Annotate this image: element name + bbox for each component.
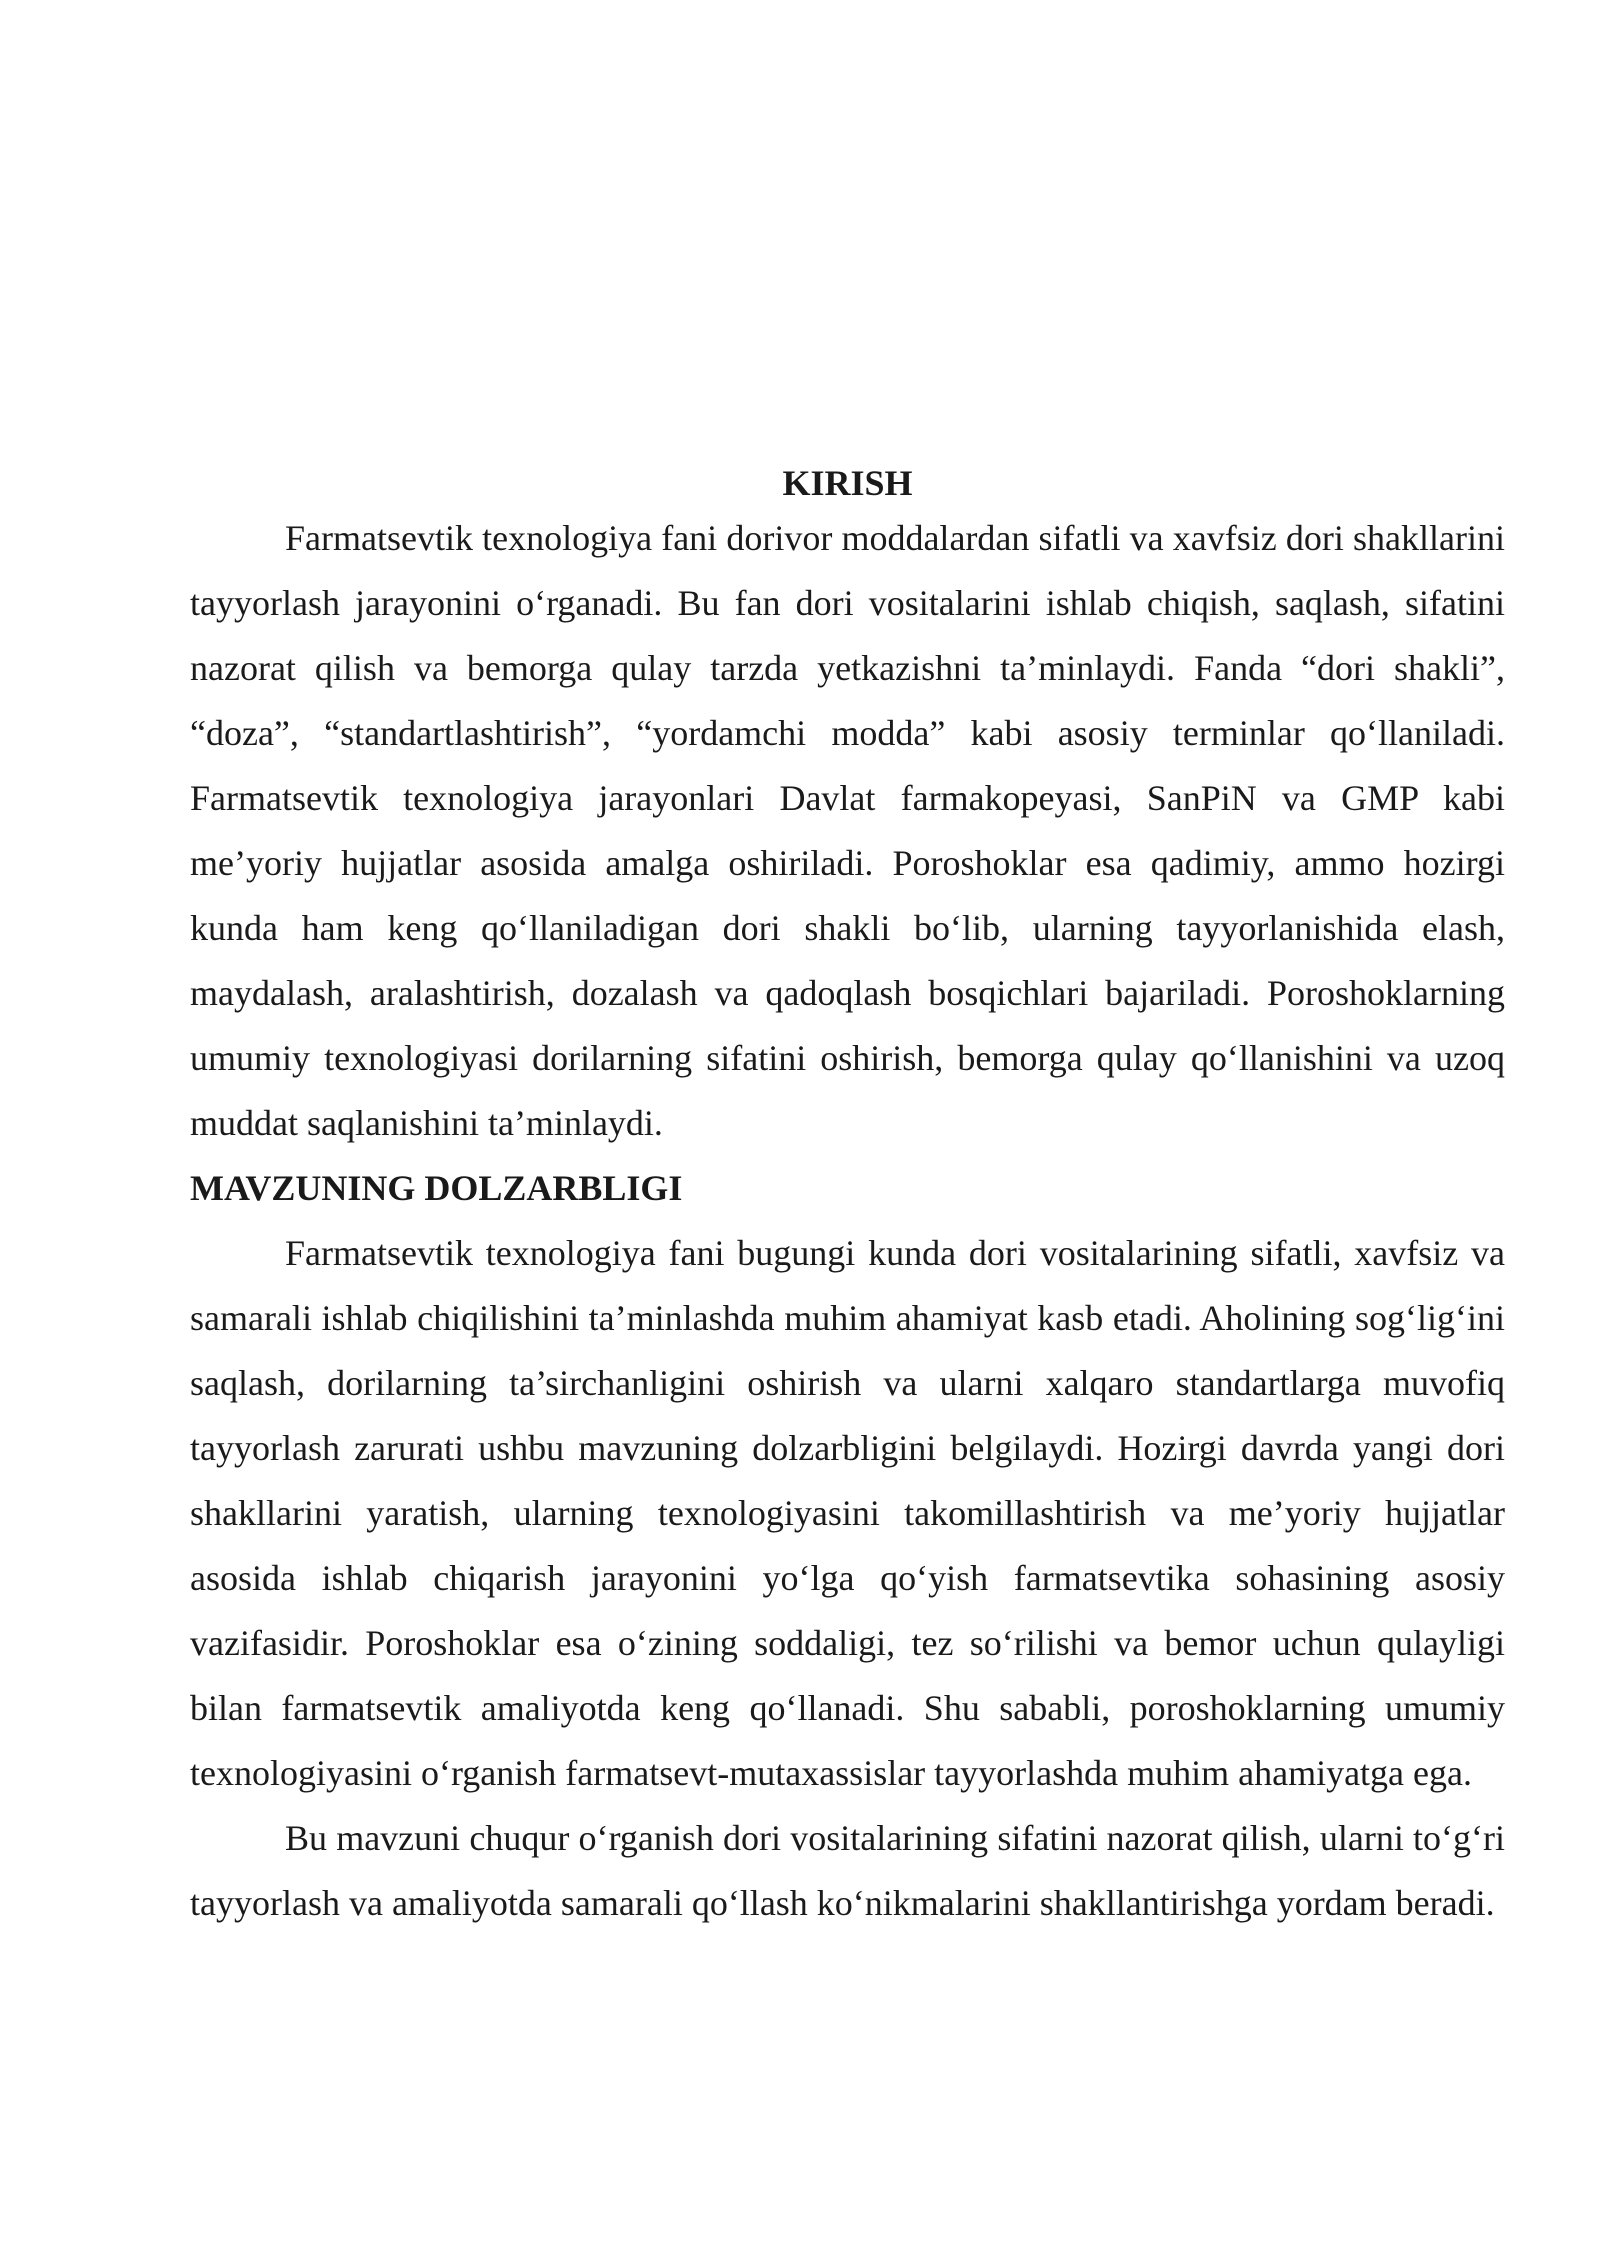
intro-heading: KIRISH [782,463,913,503]
document-body [190,460,1505,1936]
relevance-paragraph-1: Farmatsevtik texnologiya fani bugungi kunda dori vositalarining sifatli, xavfsiz va samarali ishlab chiqilishini ta’minlashda muhim ahamiyat kasb etadi. Aholining sog‘lig‘ini saqlash, dorilarning ta’sirchanligini oshirish va ularni xalqaro standartlarga muvofiq tayyorlash zarurati ushbu mavzuning dolzarbligini belgilaydi. Hozirgi davrda yangi dori shakllarini yaratish, ularning texnologiyasini takomillashtirish va me’yoriy hujjatlar asosida ishlab chiqarish jarayonini yo‘lga qo‘yish farmatsevtika sohasining asosiy vazifasidir. Poroshoklar esa o‘zining soddaligi, tez so‘rilishi va bemor uchun qulayligi bilan farmatsevtik amaliyotda keng qo‘llanadi. Shu sababli, poroshoklarning umumiy texnologiyasini o‘rganish farmatsevt-mutaxassislar tayyorlashda muhim ahamiyatga ega. [190,1233,1505,1793]
relevance-heading: MAVZUNING DOLZARBLIGI [190,1168,683,1208]
relevance-paragraph-2: Bu mavzuni chuqur o‘rganish dori vositalarining sifatini nazorat qilish, ularni to‘g‘ri tayyorlash va amaliyotda samarali qo‘llash ko‘nikmalarini shakllantirishga yordam beradi. [190,1818,1505,1923]
intro-paragraph: Farmatsevtik texnologiya fani dorivor moddalardan sifatli va xavfsiz dori shakllarini tayyorlash jarayonini o‘rganadi. Bu fan dori vositalarini ishlab chiqish, saqlash, sifatini nazorat qilish va bemorga qulay tarzda yetkazishni ta’minlaydi. Fanda “dori shakli”, “doza”, “standartlashtirish”, “yordamchi modda” kabi asosiy terminlar qo‘llaniladi. Farmatsevtik texnologiya jarayonlari Davlat farmakopeyasi, SanPiN va GMP kabi me’yoriy hujjatlar asosida amalga oshiriladi. Poroshoklar esa qadimiy, ammo hozirgi kunda ham keng qo‘llaniladigan dori shakli bo‘lib, ularning tayyorlanishida elash, maydalash, aralashtirish, dozalash va qadoqlash bosqichlari bajariladi. Poroshoklarning umumiy texnologiyasi dorilarning sifatini oshirish, bemorga qulay qo‘llanishini va uzoq muddat saqlanishini ta’minlaydi. [190,518,1505,1143]
